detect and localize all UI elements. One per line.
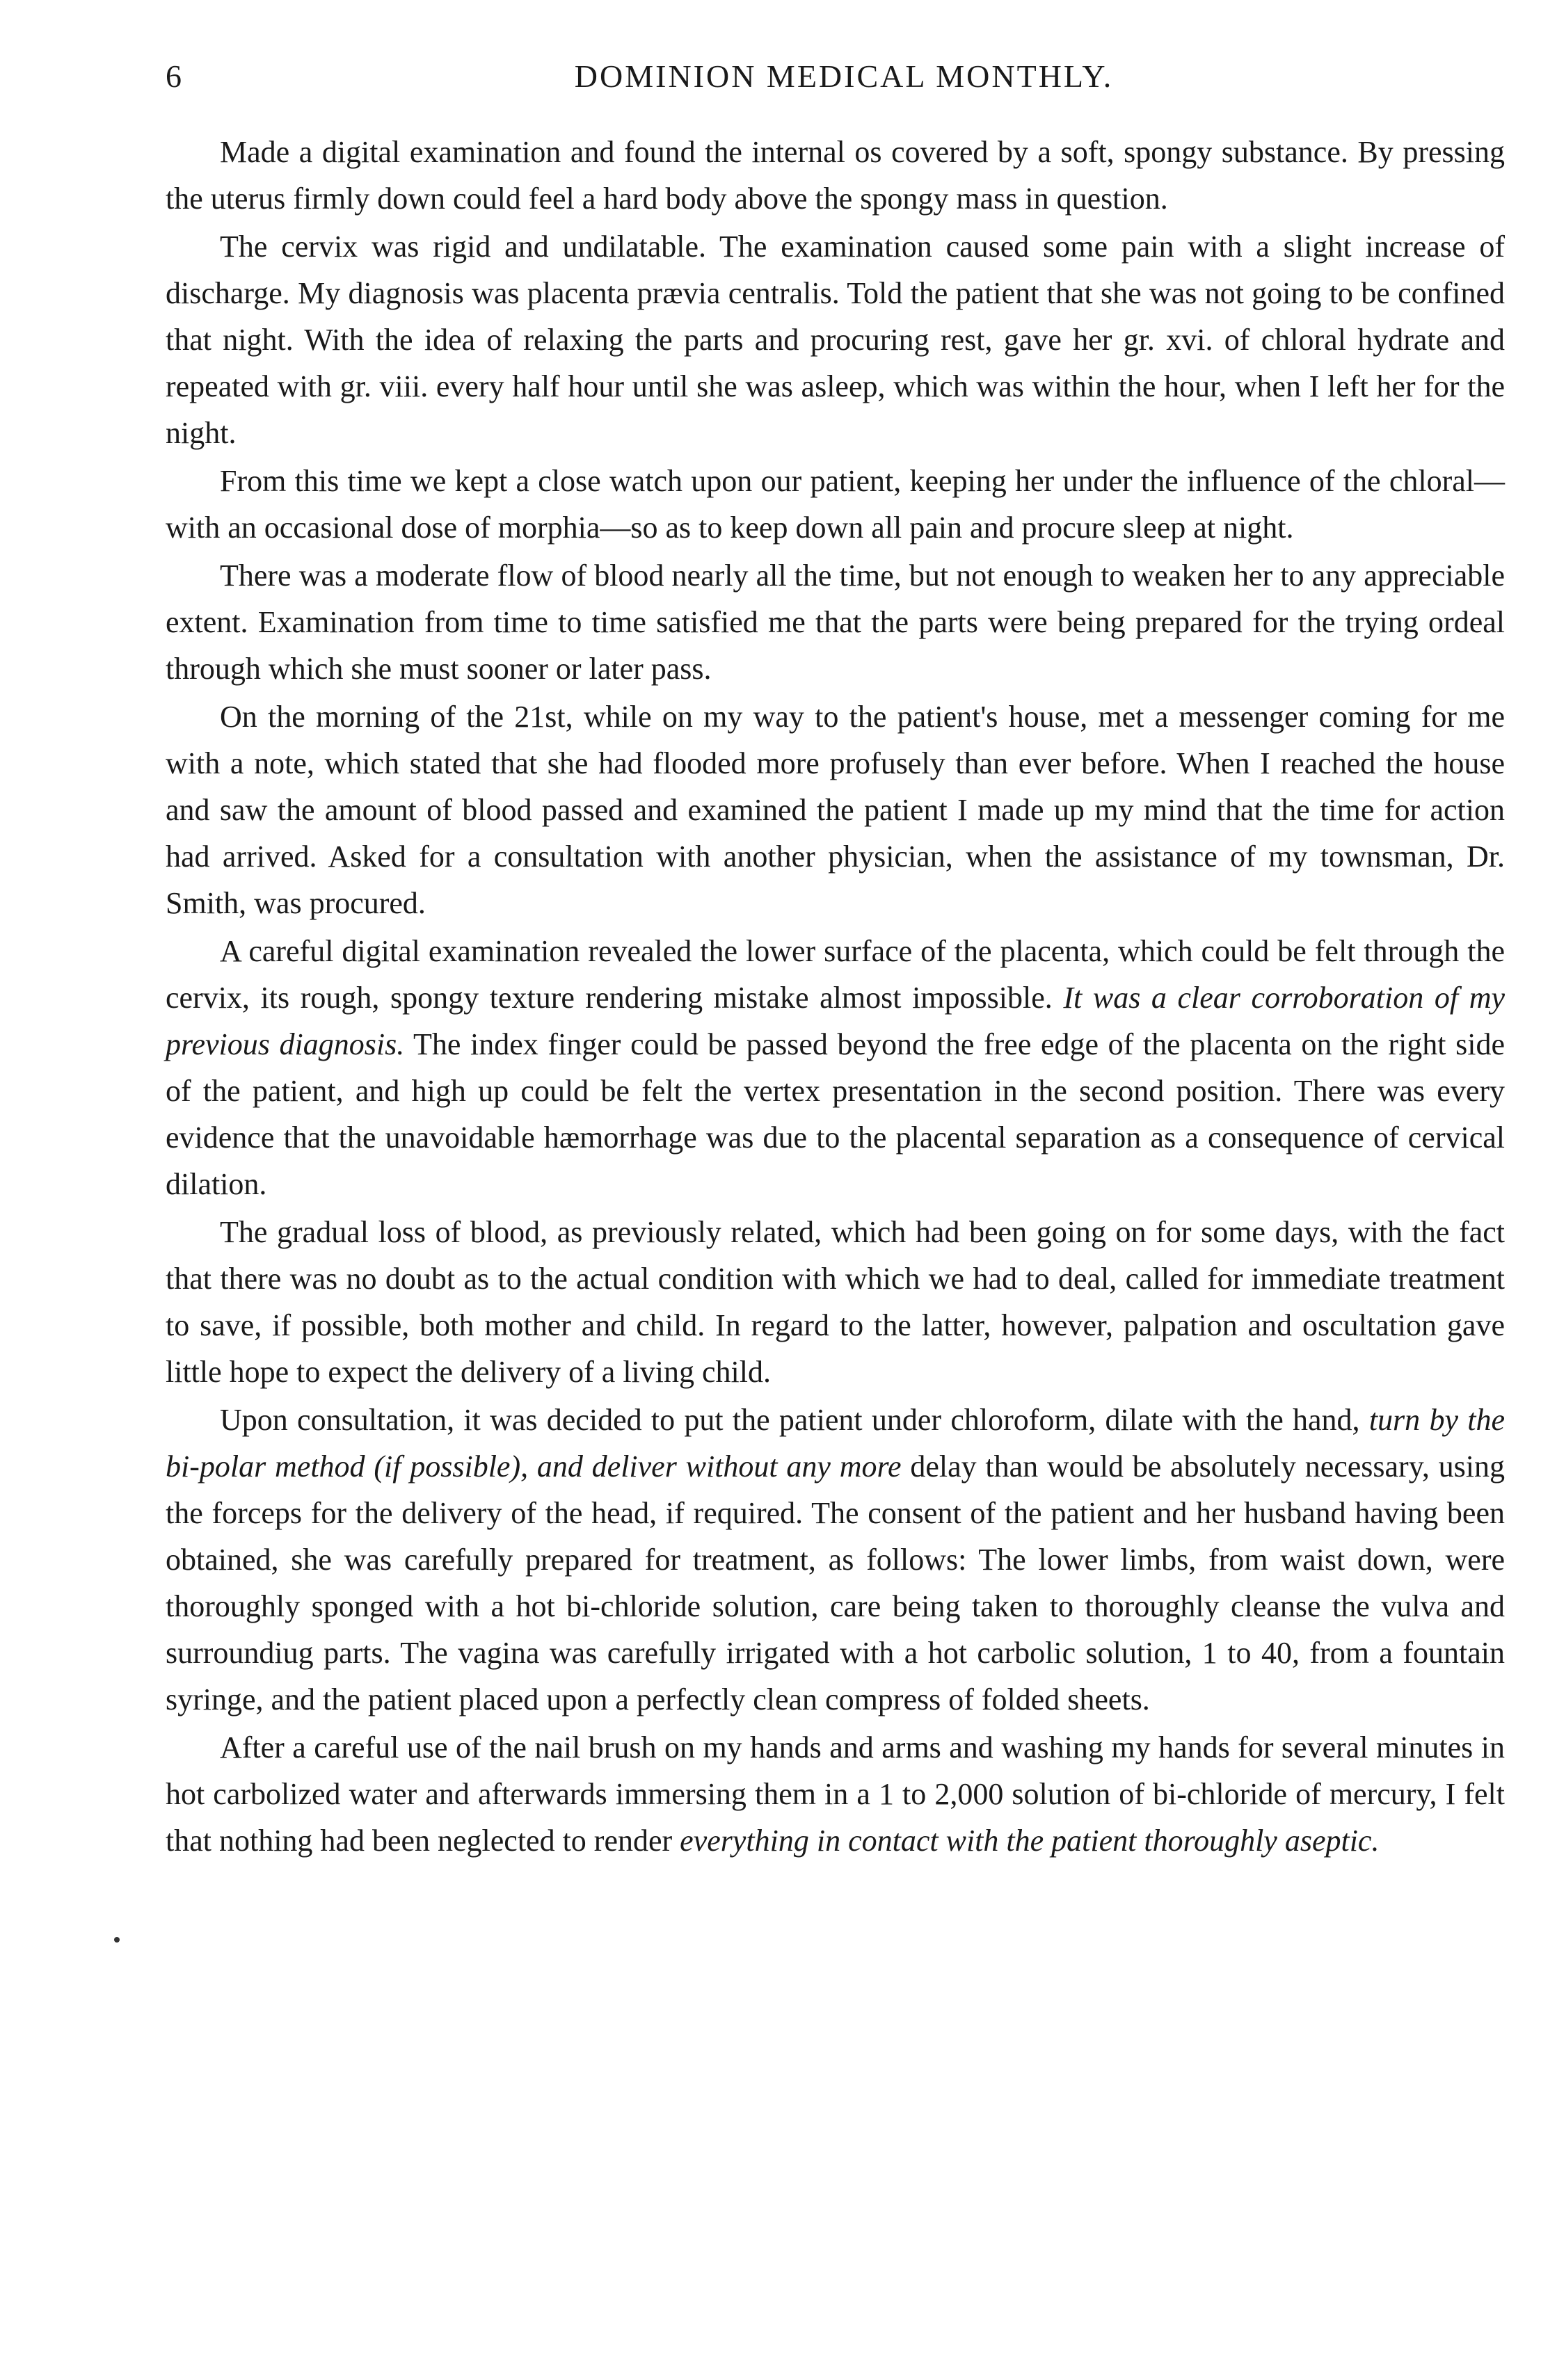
paragraph xyxy=(166,928,1505,1207)
paragraph xyxy=(166,1724,1505,1864)
text-span: The gradual loss of blood, as previously related, which had been going on for some days, with the fact that there was no doubt as to the actual condition with which we had to deal, called for immediate treatment to save, if possible, both mother and child. In regard to the latter, however, palpation and oscultation gave little hope to expect the delivery of a living child. xyxy=(166,1215,1505,1389)
paragraph xyxy=(166,693,1505,926)
text-span: Upon consultation, it was decided to put the patient under chloroform, dilate with the hand, xyxy=(220,1403,1369,1437)
paragraph xyxy=(166,1397,1505,1723)
text-span: A careful digital examination revealed the lower surface of the placenta, which could be felt through the cervix, its rough, spongy texture rendering mistake almost impossible. xyxy=(166,934,1505,1015)
paragraph xyxy=(166,552,1505,692)
page-number: 6 xyxy=(166,58,182,94)
text-span: There was a moderate flow of blood nearly all the time, but not enough to weaken her to any appreciable extent. Examination from time to time satisfied me that the parts were being prepared for the trying ordeal through which she must sooner or later pass. xyxy=(166,558,1505,686)
paragraph xyxy=(166,458,1505,551)
running-title: DOMINION MEDICAL MONTHLY. xyxy=(574,58,1114,94)
italic-text-span: It was a clear corroboration of my previous diagnosis. xyxy=(166,981,1506,1061)
paragraph xyxy=(166,1209,1505,1395)
margin-dot xyxy=(114,1937,120,1943)
paragraph xyxy=(166,129,1505,222)
text-span: The cervix was rigid and undilatable. The examination caused some pain with a slight increase of discharge. My diagnosis was placenta prævia centralis. Told the patient that she was not going to be confined that night. With the idea of relaxing the parts and procuring rest, gave her gr. xvi. of chloral hydrate and repeated with gr. viii. every half hour until she was asleep, which was within the hour, when I left her for the night. xyxy=(166,230,1505,450)
text-span: After a careful use of the nail brush on my hands and arms and washing my hands for several minutes in hot carbolized water and afterwards immersing them in a 1 to 2,000 solution of bi-chloride of mercury, I felt that nothing had been neglected to render xyxy=(166,1730,1505,1858)
text-span: From this time we kept a close watch upon our patient, keeping her under the influence of the chloral—with an occasional dose of morphia—so as to keep down all pain and procure sleep at night. xyxy=(166,464,1505,545)
text-span: delay than would be absolutely necessary, using the forceps for the delivery of the head, if required. The consent of the patient and her husband having been obtained, she was carefully prepared for treatment, as follows: The lower limbs, from waist down, were thoroughly sponged with a hot bi-chloride solution, care being taken to thoroughly cleanse the vulva and surroundiug parts. The vagina was carefully irrigated with a hot carbolic solution, 1 to 40, from a fountain syringe, and the patient placed upon a perfectly clean compress of folded sheets. xyxy=(166,1449,1505,1716)
text-span: Made a digital examination and found the internal os covered by a soft, spongy substance. By pressing the uterus firmly down could feel a hard body above the spongy mass in question. xyxy=(166,135,1505,216)
text-span: On the morning of the 21st, while on my way to the patient's house, met a messenger coming for me with a note, which stated that she had flooded more profusely than ever before. When I reached the house and saw the amount of blood passed and examined the patient I made up my mind that the time for action had arrived. Asked for a consultation with another physician, when the assistance of my townsman, Dr. Smith, was procured. xyxy=(166,700,1505,920)
body-text xyxy=(166,129,1505,1865)
text-span: The index finger could be passed beyond the free edge of the placenta on the right side of the patient, and high up could be felt the vertex presentation in the second position. There was every evidence that the unavoidable hæmorrhage was due to the placental separation as a consequence of cervical dilation. xyxy=(166,1027,1505,1201)
running-head xyxy=(166,49,1522,104)
italic-text-span: turn by the bi-polar method (if possible), and deliver without any more xyxy=(166,1403,1505,1484)
italic-text-span: everything in contact with the patient thoroughly aseptic. xyxy=(680,1824,1380,1858)
paragraph xyxy=(166,223,1505,456)
